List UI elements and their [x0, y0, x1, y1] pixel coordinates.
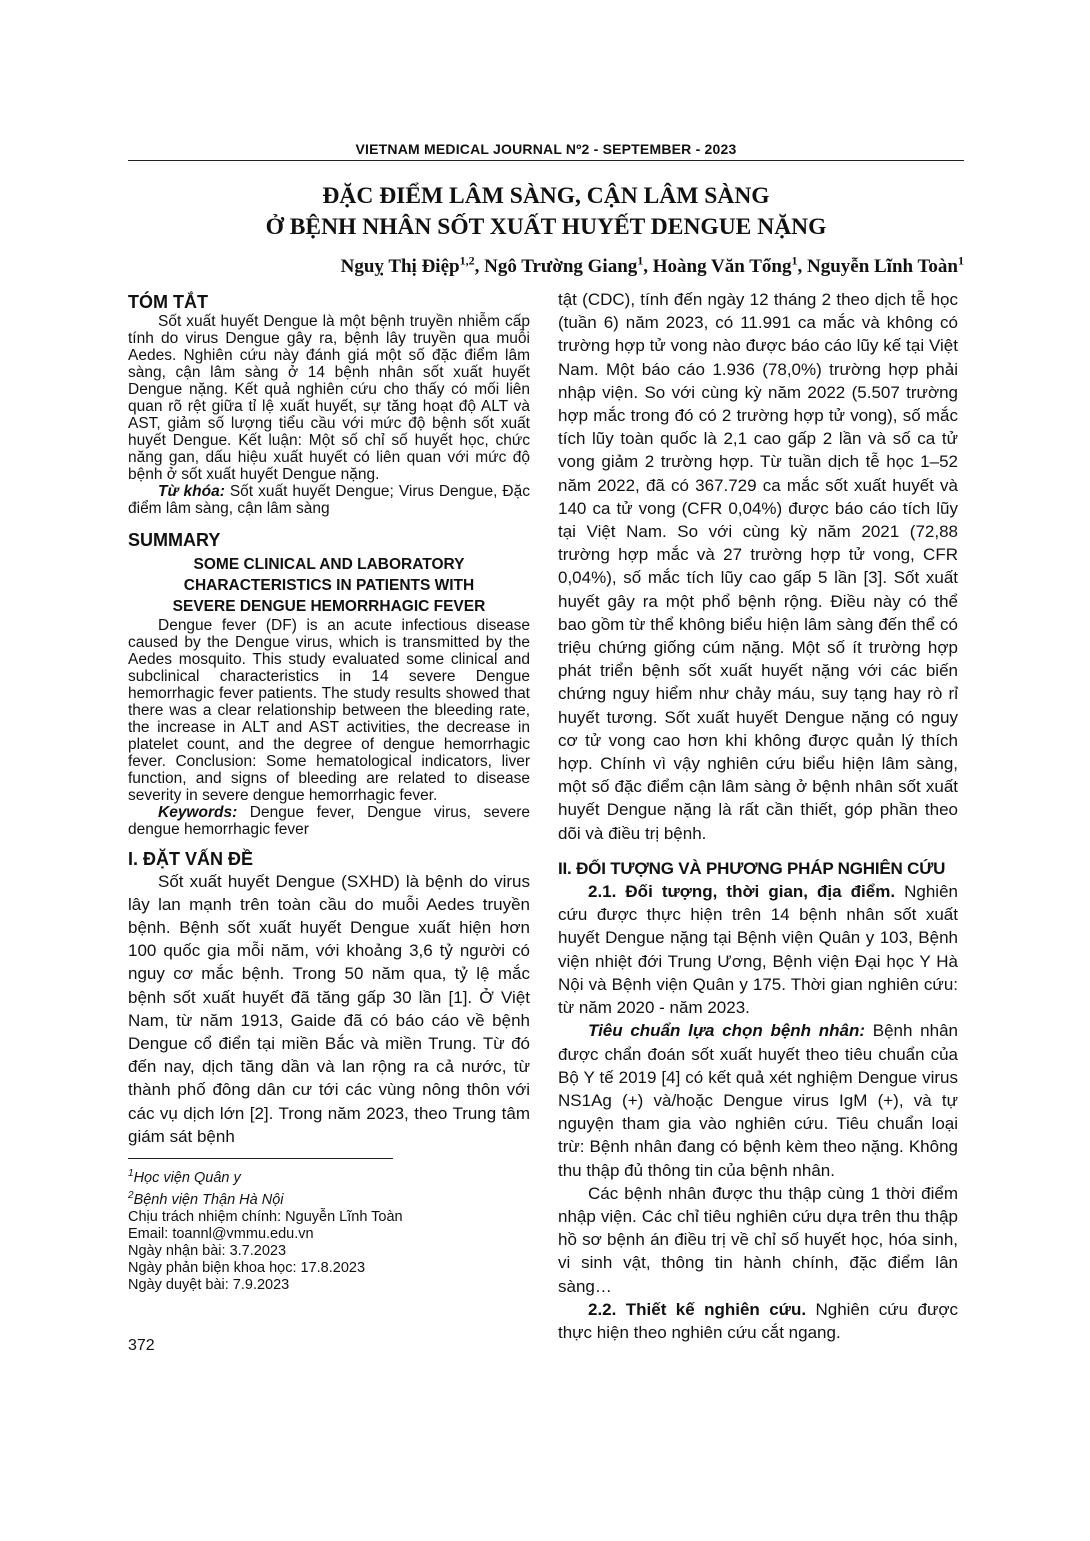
section-1-paragraph: Sốt xuất huyết Dengue (SXHD) là bệnh do virus lây lan mạnh trên toàn cầu do muỗi Aedes truyền bệnh. Bệnh sốt xuất huyết Dengue xuất hiện hơn 100 quốc gia mỗi năm, với khoảng 3,6 tỷ người có nguy cơ mắc bệnh. Trong 50 năm qua, tỷ lệ mắc bệnh sốt xuất huyết đã tăng gấp 30 lần [1]. Ở Việt Nam, từ năm 1913, Gaide đã có báo cáo về bệnh Dengue cổ điển tại miền Bắc và miền Trung. Từ đó đến nay, dịch tăng dần và lan rộng ra cả nước, từ thành phố đông dân cư tới các vùng nông thôn với các vụ dịch lớn [2]. Trong năm 2023, theo Trung tâm giám sát bệnh — [128, 871, 530, 1146]
left-column — [128, 293, 530, 1294]
author-3: Hoàng Văn Tổng$^1$, — [652, 254, 807, 278]
footnote-corresponding: Chịu trách nhiệm chính: Nguyễn Lĩnh Toàn — [128, 1208, 403, 1225]
data-collection-paragraph: Các bệnh nhân được thu thập cùng 1 thời điểm nhập viện. Các chỉ tiêu nghiên cứu dựa trên thu thập hồ sơ bệnh án điều trị về chỉ số huyết học, hóa sinh, vi sinh vật, thông tin hành chính, đặc điểm lân sàng… — [558, 1183, 958, 1296]
footnote-received: Ngày nhận bài: 3.7.2023 — [128, 1242, 287, 1259]
page-number: 372 — [128, 1337, 155, 1354]
summary-title: SOME CLINICAL AND LABORATORY CHARACTERISTICS IN PATIENTS WITH SEVERE DENGUE HEMORRHAGIC FEVER — [172, 556, 486, 615]
title-line-1: ĐẶC ĐIỂM LÂM SÀNG, CẬN LÂM SÀNG — [322, 183, 770, 209]
article-title — [128, 181, 964, 243]
section-1-continued: tật (CDC), tính đến ngày 12 tháng 2 theo dịch tễ học (tuần 6) năm 2023, có 11.991 ca mắc và không có trường hợp tử vong nào được báo cáo lũy kế tại Việt Nam. Một báo cáo 1.936 (78,0%) trường hợp phải nhập viện. So với cùng kỳ năm 2022 (5.507 trường hợp mắc trong đó có 2 trường hợp tử vong), số mắc tích lũy toàn quốc là 2,1 cao gấp 2 lần và số ca tử vong giảm 2 trường hợp. Từ tuần dịch tễ học 1–52 năm 2022, đã có 367.729 ca mắc sốt xuất huyết và 140 ca tử vong (CFR 0,04%) được báo cáo tích lũy tại Việt Nam. So với cùng kỳ năm 2021 (72,88 trường hợp mắc và 27 trường hợp tử vong, CFR 0,04%), số mắc tích lũy cao gấp 5 lần [3]. Sốt xuất huyết gây ra một phổ bệnh rộng. Điều này có thể bao gồm từ thể không biểu hiện lâm sàng đến thể có triệu chứng giống cúm nặng. Một số ít trường hợp phát triển bệnh sốt xuất huyết nặng với các biến chứng nguy hiểm như chảy máu, suy tạng hay rò rỉ huyết tương. Sốt xuất huyết Dengue nặng có nguy cơ tử vong cao hơn khi không được quản lý thích hợp. Chính vì vậy nghiên cứu biểu hiện lâm sàng, một số đặc điểm cận lâm sàng ở bệnh nhân sốt xuất huyết Dengue nặng là rất cần thiết, góp phần theo dõi và điều trị bệnh. — [558, 290, 958, 843]
inclusion-criteria: Tiêu chuẩn lựa chọn bệnh nhân: Bệnh nhân được chẩn đoán sốt xuất huyết theo tiêu chuẩn của Bộ Y tế 2019 [4] có kết quả xét nghiệm Dengue virus NS1Ag (+) và/hoặc Dengue virus IgM (+), và tự nguyện tham gia vào nghiên cứu. Tiêu chuẩn loại trừ: Bệnh nhân đang có bệnh kèm theo nặng. Không thu thập đủ thông tin của bệnh nhân. — [558, 1021, 958, 1180]
subsection-2-2: 2.2. Thiết kế nghiên cứu. Nghiên cứu được thực hiện theo nghiên cứu cắt ngang. — [558, 1299, 958, 1342]
subsection-2-1: 2.1. Đối tượng, thời gian, địa điểm. Nghiên cứu được thực hiện trên 14 bệnh nhân sốt xuất huyết Dengue nặng tại Bệnh viện Quân y 103, Bệnh viện nhiệt đới Trung Ương, Bệnh viện Đại học Y Hà Nội và Bệnh viện Quân y 175. Thời gian nghiên cứu: từ năm 2020 - năm 2023. — [558, 882, 958, 1018]
section-1-heading: I. ĐẶT VẤN ĐỀ — [128, 849, 254, 869]
running-head: VIETNAM MEDICAL JOURNAL Nº2 - SEPTEMBER - 2023 — [355, 141, 737, 157]
footnote-divider — [128, 1158, 393, 1159]
header-divider — [128, 160, 964, 161]
abstract-vi-heading: TÓM TẮT — [128, 292, 208, 312]
author-4: Nguyễn Lĩnh Toàn$^1$ — [806, 254, 964, 278]
abstract-vi-keywords: Từ khóa: Sốt xuất huyết Dengue; Virus Dengue, Đặc điểm lâm sàng, cận lâm sàng — [128, 482, 530, 517]
author-list — [341, 254, 964, 278]
summary-heading: SUMMARY — [128, 529, 221, 550]
footnote-email: Email: toannl@vmmu.edu.vn — [128, 1225, 314, 1242]
footnote-accepted: Ngày duyệt bài: 7.9.2023 — [128, 1276, 290, 1293]
footnote-affiliation-2: $^2$Bệnh viện Thận Hà Nội — [128, 1189, 284, 1208]
summary-text: Dengue fever (DF) is an acute infectious disease caused by the Dengue virus, which is transmitted by the Aedes mosquito. This study evaluated some clinical and subclinical characteristics in 14 severe Dengue hemorrhagic fever patients. The study results showed that there was a clear relationship between the bleeding rate, the increase in ALT and AST activities, the decrease in platelet count, and the degree of dengue hemorrhagic fever. Conclusion: Some hematological indicators, liver function, and signs of bleeding are related to disease severity in severe dengue hemorrhagic fever. — [128, 617, 530, 804]
right-column — [558, 288, 958, 1344]
author-2: Ngô Trường Giang$^1$, — [484, 254, 653, 278]
abstract-vi-text: Sốt xuất huyết Dengue là một bệnh truyền nhiễm cấp tính do virus Dengue gây ra, bệnh lây truyền qua muỗi Aedes. Nghiên cứu này đánh giá một số đặc điểm lâm sàng, cận lâm sàng ở 14 bệnh nhân sốt xuất huyết Dengue nặng. Kết quả nghiên cứu cho thấy có mối liên quan rõ rệt giữa tỉ lệ xuất huyết, sự tăng hoạt độ ALT và AST, giảm số lượng tiểu cầu với mức độ bệnh sốt xuất huyết Dengue. Kết luận: Một số chỉ số huyết học, chức năng gan, dấu hiệu xuất huyết có liên quan với mức độ bệnh ở sốt xuất huyết Dengue nặng. — [128, 312, 530, 483]
title-line-2: Ở BỆNH NHÂN SỐT XUẤT HUYẾT DENGUE NẶNG — [265, 214, 827, 240]
summary-keywords: Keywords: Dengue fever, Dengue virus, severe dengue hemorrhagic fever — [128, 804, 531, 838]
footnote-reviewed: Ngày phản biện khoa học: 17.8.2023 — [128, 1259, 366, 1276]
section-2-heading: II. ĐỐI TƯỢNG VÀ PHƯƠNG PHÁP NGHIÊN CỨU — [558, 858, 946, 878]
footnote-affiliation-1: $^1$Học viện Quân y — [128, 1167, 241, 1186]
author-1: Nguỵ Thị Điệp$^{1,2}$, — [340, 254, 485, 278]
